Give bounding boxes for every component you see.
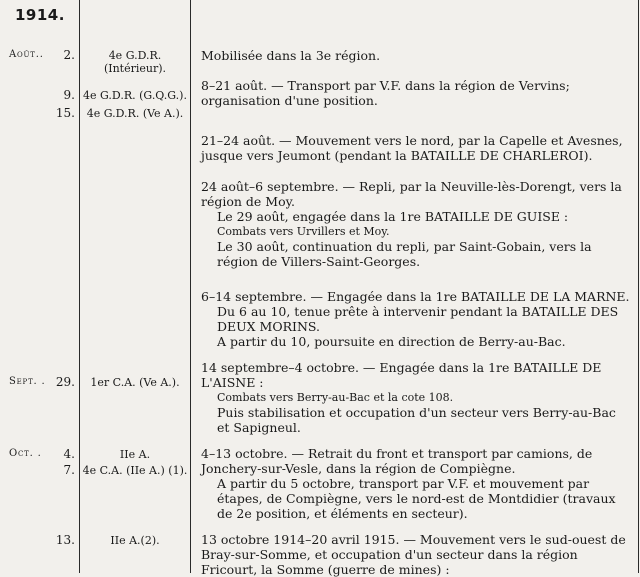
row-day: 9. (63, 88, 75, 102)
event-line: 6–14 septembre. — Engagée dans la 1re BATAILLE DE LA MARNE. (201, 289, 630, 304)
column-rule-right (638, 0, 639, 573)
row-day: 2. (63, 48, 75, 62)
event-line: Le 30 août, continuation du repli, par Saint-Gobain, vers la région de Villers-Saint-Georges. (217, 239, 592, 269)
row-month: Oct. . (9, 448, 42, 459)
row-day: 13. (55, 533, 75, 547)
row-day: 15. (55, 106, 75, 120)
event-line: 14 septembre–4 octobre. — Engagée dans la 1re BATAILLE DE L'AISNE : (201, 360, 602, 390)
event-entry (201, 532, 631, 577)
year-heading: 1914. (15, 6, 65, 24)
event-line: Combats vers Berry-au-Bac et la cote 108. (217, 391, 454, 404)
event-line: Du 6 au 10, tenue prête à intervenir pendant la BATAILLE DES DEUX MORINS. (217, 304, 619, 334)
event-line: 4–13 octobre. — Retrait du front et transport par camions, de Jonchery-sur-Vesle, dans la région de Compiègne. (201, 446, 593, 476)
event-line: Combats vers Urvillers et Moy. (217, 225, 390, 238)
row-unit: 4e G.D.R. (G.Q.G.). (83, 89, 187, 102)
event-line: 21–24 août. — Mouvement vers le nord, par la Capelle et Avesnes, jusque vers Jeumont (pendant la BATAILLE DE CHARLEROI). (201, 133, 623, 163)
event-line: 13 octobre 1914–20 avril 1915. — Mouvement vers le sud-ouest de Bray-sur-Somme, et occupation d'un secteur dans la région Fricourt, la Somme (guerre de mines) : (201, 532, 626, 577)
row-day: 7. (63, 463, 75, 477)
row-month: Août.. (9, 49, 44, 60)
row-unit: IIe A. (119, 448, 151, 461)
event-line: A partir du 5 octobre, transport par V.F. et mouvement par étapes, de Compiègne, vers le nord-est de Montdidier (travaux de 2e position, et éléments en secteur). (217, 476, 616, 521)
event-line: 24 août–6 septembre. — Repli, par la Neuville-lès-Dorengt, vers la région de Moy. (201, 179, 622, 209)
event-entry (201, 446, 631, 521)
event-entry (201, 78, 631, 108)
event-line: Le 29 août, engagée dans la 1re BATAILLE DE GUISE : (217, 209, 569, 224)
column-rule-left (79, 0, 80, 573)
event-entry (201, 360, 631, 435)
event-line: Puis stabilisation et occupation d'un secteur vers Berry-au-Bac et Sapigneul. (217, 405, 616, 435)
row-unit: 4e G.D.R. (Intérieur). (103, 49, 167, 75)
event-line: A partir du 10, poursuite en direction de Berry-au-Bac. (217, 334, 566, 349)
event-line: 8–21 août. — Transport par V.F. dans la région de Vervins; organisation d'une position. (201, 78, 570, 108)
event-line: Mobilisée dans la 3e région. (201, 48, 381, 63)
row-unit: 4e C.A. (IIe A.) (1). (82, 464, 188, 477)
event-entry (201, 48, 631, 63)
row-month: Sept. . (9, 376, 46, 387)
row-unit: 4e G.D.R. (Ve A.). (86, 107, 184, 120)
row-unit: IIe A.(2). (110, 534, 160, 547)
row-day: 29. (55, 375, 75, 389)
event-entry (201, 179, 631, 269)
row-unit: 1er C.A. (Ve A.). (90, 376, 180, 389)
event-entry (201, 289, 631, 349)
column-rule-middle (190, 0, 191, 573)
row-day: 4. (63, 447, 75, 461)
event-entry (201, 133, 631, 163)
